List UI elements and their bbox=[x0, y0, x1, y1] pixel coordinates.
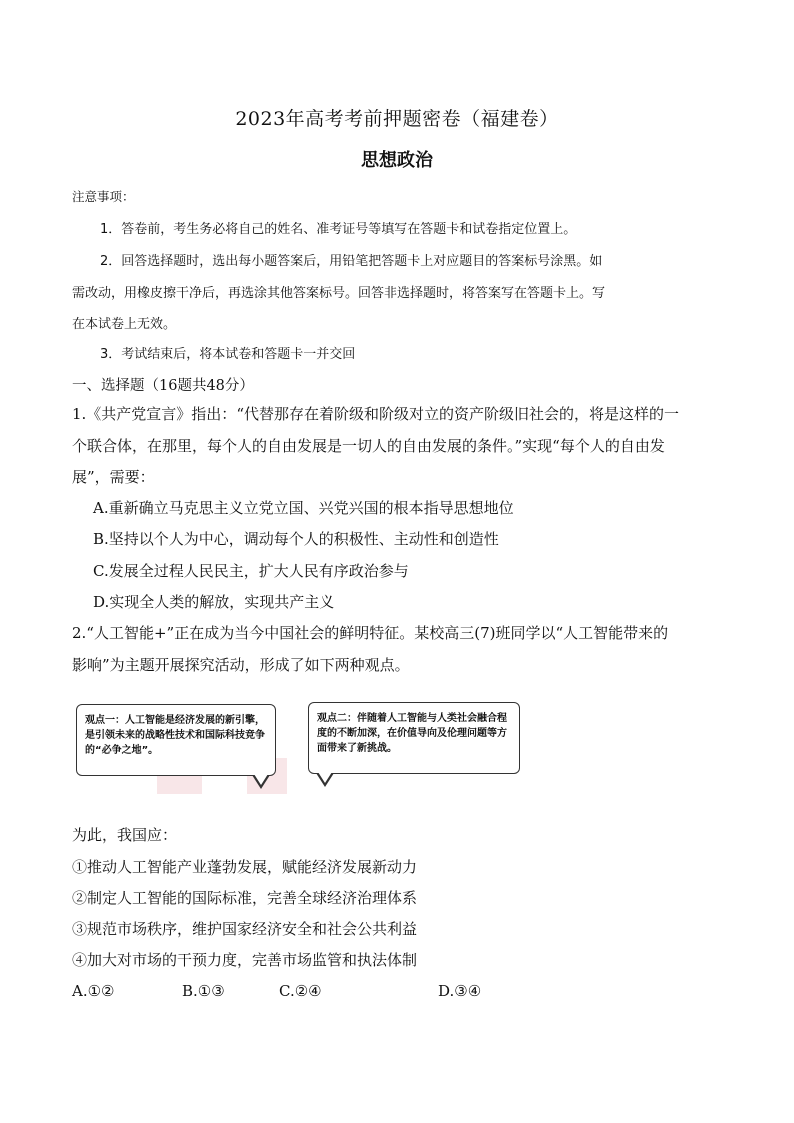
q2-choice-b: B.①③ bbox=[182, 982, 225, 1000]
q2-choice-c: C.②④ bbox=[279, 982, 322, 1000]
viewpoint-one-bubble bbox=[76, 704, 276, 776]
q1-option-c: C.发展全过程人民民主，扩大人民有序政治参与 bbox=[93, 562, 409, 580]
q2-item-1: ①推动人工智能产业蓬勃发展，赋能经济发展新动力 bbox=[72, 858, 418, 876]
q1-stem-line-1: 1.《共产党宣言》指出：“代替那存在着阶级和阶级对立的资产阶级旧社会的，将是这样的一 bbox=[72, 405, 679, 423]
q2-lead: 为此，我国应： bbox=[72, 826, 178, 844]
viewpoint-two-text: 观点二：伴随着人工智能与人类社会融合程度的不断加深，在价值导向及伦理问题等方面带来了新挑战。 bbox=[317, 713, 507, 754]
q2-item-3: ③规范市场秩序，维护国家经济安全和社会公共利益 bbox=[72, 920, 418, 938]
note-item-2-end: 在本试卷上无效。 bbox=[72, 317, 177, 332]
viewpoint-two-bubble bbox=[308, 702, 520, 774]
q2-choice-a: A.①② bbox=[72, 982, 115, 1000]
q1-option-b: B.坚持以个人为中心，调动每个人的积极性、主动性和创造性 bbox=[93, 530, 499, 548]
page-title: 2023年高考考前押题密卷（福建卷） bbox=[235, 108, 559, 130]
note-item-1: 1．答卷前，考生务必将自己的姓名、准考证号等填写在答题卡和试卷指定位置上。 bbox=[100, 222, 577, 237]
q1-stem-line-2: 个联合体，在那里，每个人的自由发展是一切人的自由发展的条件。”实现“每个人的自由发 bbox=[72, 437, 665, 455]
q2-item-4: ④加大对市场的干预力度，完善市场监管和执法体制 bbox=[72, 951, 418, 969]
section-title: 一、选择题（16题共48分） bbox=[72, 378, 254, 394]
speech-tail bbox=[318, 772, 332, 783]
q1-stem-line-3: 展”，需要： bbox=[72, 468, 155, 486]
viewpoint-one-text: 观点一：人工智能是经济发展的新引擎，是引领未来的战略性技术和国际科技竞争的“必争之地”。 bbox=[85, 715, 265, 756]
viewpoints-figure bbox=[72, 698, 528, 798]
q2-stem-line-1: 2.“人工智能+”正在成为当今中国社会的鲜明特征。某校高三(7)班同学以“人工智能带来的 bbox=[72, 624, 669, 642]
subject-title: 思想政治 bbox=[361, 150, 433, 171]
notes-heading: 注意事项： bbox=[72, 189, 135, 204]
q2-stem-line-2: 影响”为主题开展探究活动，形成了如下两种观点。 bbox=[72, 656, 410, 674]
note-item-2-cont: 需改动，用橡皮擦干净后，再选涂其他答案标号。回答非选择题时，将答案写在答题卡上。写 bbox=[72, 286, 606, 301]
speech-tail bbox=[254, 774, 268, 785]
note-item-2: 2．回答选择题时，选出每小题答案后，用铅笔把答题卡上对应题目的答案标号涂黑。如 bbox=[100, 254, 603, 269]
q1-option-d: D.实现全人类的解放，实现共产主义 bbox=[93, 593, 335, 611]
note-item-3: 3．考试结束后，将本试卷和答题卡一并交回 bbox=[100, 347, 356, 362]
q2-choice-d: D.③④ bbox=[438, 982, 482, 1000]
q2-item-2: ②制定人工智能的国际标准，完善全球经济治理体系 bbox=[72, 889, 418, 907]
q1-option-a: A.重新确立马克思主义立党立国、兴党兴国的根本指导思想地位 bbox=[93, 499, 514, 517]
